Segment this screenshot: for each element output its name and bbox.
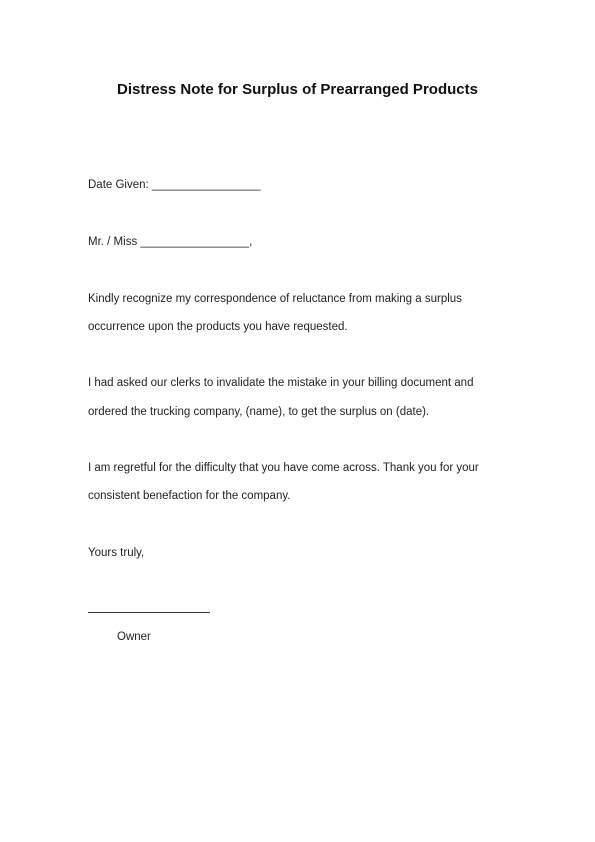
signer-title: Owner [117, 631, 151, 643]
document-title: Distress Note for Surplus of Prearranged Products [117, 81, 478, 98]
salutation-line: Mr. / Miss _________________, [88, 236, 253, 248]
date-given-line: Date Given: _________________ [88, 179, 261, 191]
paragraph-2-line-1: I had asked our clerks to invalidate the mistake in your billing document and [88, 377, 474, 389]
signature-line [88, 612, 210, 613]
closing-line: Yours truly, [88, 547, 145, 559]
paragraph-3-line-1: I am regretful for the difficulty that you have come across. Thank you for your [88, 462, 479, 474]
paragraph-3-line-2: consistent benefaction for the company. [88, 490, 291, 502]
paragraph-1-line-2: occurrence upon the products you have requested. [88, 321, 348, 333]
paragraph-2-line-2: ordered the trucking company, (name), to get the surplus on (date). [88, 406, 430, 418]
paragraph-1-line-1: Kindly recognize my correspondence of reluctance from making a surplus [88, 293, 462, 305]
